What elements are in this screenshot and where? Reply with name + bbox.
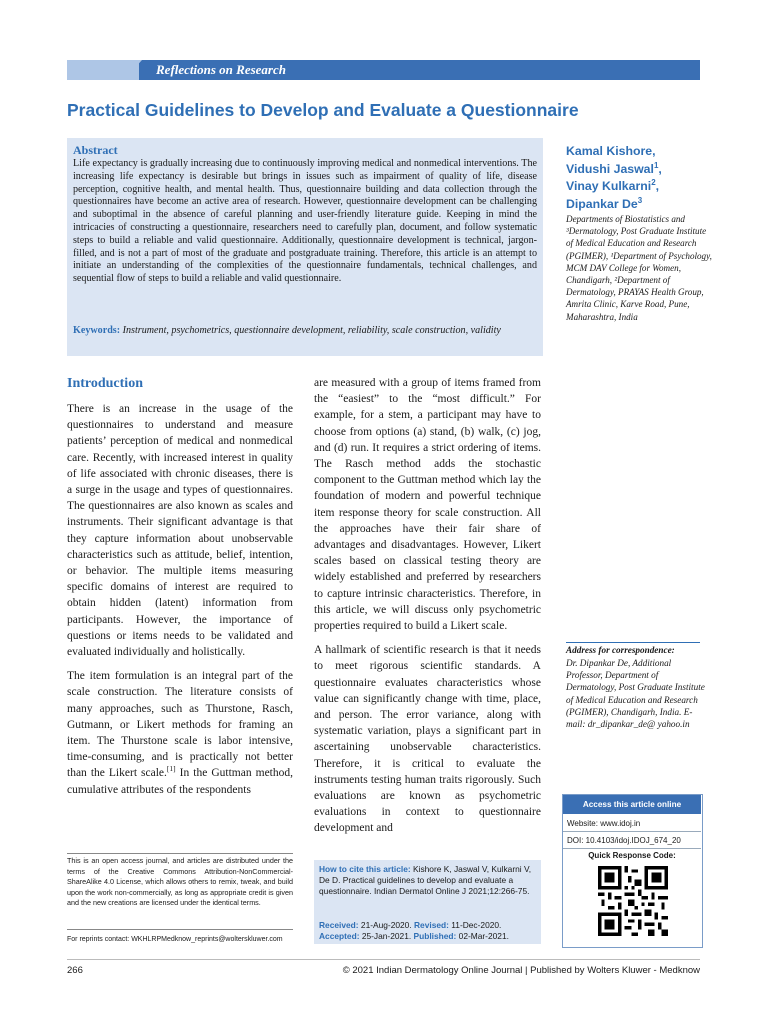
citation-ref[interactable]: [1] <box>166 764 176 774</box>
keywords <box>73 325 537 338</box>
qr-code-icon[interactable] <box>598 866 668 936</box>
abstract-text: Life expectancy is gradually increasing due to continuously improving medical and nonmedical interventions. The increasing life expectancy is desirable but brings in issues such as impairment of quality of life, disease perception, cognitive health, and mental health. Thus, questionnaire building and data collection through the questionnaires have become an active area of research. However, questionnaire development can be challenging and suboptimal in the absence of careful planning and user-friendly literature guide. Keeping in mind the intricacies of constructing a questionnaire, researchers need to carefully plan, document, and follow systematic steps to build a reliable and valid questionnaire. Additionally, questionnaire development is technical, jargon-filled, and is not a part of most of the graduate and postgraduate training. Therefore, this article is an attempt to initiate an understanding of the complexities of the questionnaire fundamentals, technical challenges, and sequential flow of steps to build a reliable and valid questionnaire. <box>73 158 537 285</box>
footer-text: © 2021 Indian Dermatology Online Journal | Published by Wolters Kluwer - Medknow <box>342 965 700 976</box>
footer-divider <box>67 959 700 960</box>
access-heading: Access this article online <box>563 795 701 814</box>
abstract-heading: Abstract <box>73 143 118 157</box>
divider <box>566 642 700 643</box>
section-band-notch <box>124 60 142 80</box>
body-column-left <box>67 401 293 806</box>
article-dates: Received: 21-Aug-2020. Revised: 11-Dec-2020. Accepted: 25-Jan-2021. Published: 02-Mar-2021. <box>319 920 509 941</box>
author-list <box>566 143 716 213</box>
doi-link[interactable]: DOI: 10.4103/idoj.IDOJ_674_20 <box>563 832 701 849</box>
author-name: Dipankar De$^3$ <box>566 195 643 211</box>
paragraph: are measured with a group of items framed from the “easiest” to the “most difficult.” For example, for a stem, a participant may have to choose from options (a) stand, (b) walk, (c) jog, and (d) run. It requires a strict ordering of items. The Rasch method adds the stochastic component to the Guttman method which lay the foundation of modern and powerful technique item response theory for scale construction. All the approaches have their fair share of advantages and disadvantages. However, Likert scales based on classical testing theory are widely established and preferred by researchers to capture intrinsic characteristics. Therefore, in this article, we will discuss only psychometric properties required to build a Likert scale. <box>314 377 541 633</box>
author-name: Vidushi Jaswal$^1$, <box>566 160 662 176</box>
article-title: Practical Guidelines to Develop and Evaluate a Questionnaire <box>67 100 579 120</box>
body-column-right <box>314 375 541 845</box>
reprints-contact: For reprints contact: WKHLRPMedknow_reprints@wolterskluwer.com <box>67 936 283 943</box>
correspondence-text: Dr. Dipankar De, Additional Professor, Department of Dermatology, Post Graduate Institute of Medical Education and Research (PGIMER), Chandigarh, India. E-mail: dr_dipankar_de@ yahoo.in <box>566 658 705 730</box>
website-link[interactable]: Website: www.idoj.in <box>563 815 701 832</box>
paragraph: There is an increase in the usage of the questionnaires to understand and measure patients’ perception of medical and nonmedical care. Recently, with increased interest in quality of life associated with chronic diseases, there is a surge in the usage and types of questionnaires. The questionnaires are also known as scales and instruments. Their significant advantage is that they capture information about unobservable characteristics such as attitude, belief, intention, or behavior. The multiple items measuring specific domains of interest are required to obtain hidden (latent) information from participants. However, the importance of questions or items needs to be validated and evaluated individually and holistically. <box>67 403 293 659</box>
affiliations: Departments of Biostatistics and ³Dermatology, Post Graduate Institute of Medical Education and Research (PGIMER), ¹Department of Psychology, MCM DAV College for Women, Chandigarh, ²Department of Dermatology, PRAYAS Health Group, Amrita Clinic, Karve Road, Pune, Maharashtra, India <box>566 214 712 322</box>
section-label: Reflections on Research <box>156 62 286 77</box>
keywords-list: Instrument, psychometrics, questionnaire development, reliability, scale construction, validity <box>122 325 501 336</box>
page-number: 266 <box>67 965 83 976</box>
qr-label: Quick Response Code: <box>588 851 676 860</box>
section-heading-introduction: Introduction <box>67 376 143 391</box>
paragraph: The item formulation is an integral part of the scale construction. The literature consists of many approaches, such as Thurstone, Rasch, Gutmann, or Likert methods for framing an item. The Thurstone scale is labor intensive, time-consuming, and is practically not better than the Likert scale.[1] In the Guttman method, cumulative attributes of the respondents <box>67 670 293 796</box>
author-name: Kamal Kishore, <box>566 144 656 158</box>
author-name: Vinay Kulkarni$^2$, <box>566 177 660 193</box>
correspondence-heading: Address for correspondence: <box>566 645 675 655</box>
cite-text: How to cite this article: Kishore K, Jaswal V, Kulkarni V, De D. Practical guidelines to develop and evaluate a questionnaire. Indian Dermatol Online J 2021;12:266-75. <box>319 864 532 896</box>
paragraph: A hallmark of scientific research is that it needs to meet rigorous scientific standards. A questionnaire evaluates characteristics whose value can significantly change with time, place, and person. The error variance, along with systematic variation, plays a significant part in ascertaining unobservable characteristics. Therefore, it is critical to evaluate the instruments testing human traits rigorously. Such evaluations are known as psychometric evaluations in context to questionnaire development and <box>314 644 541 835</box>
license-text: This is an open access journal, and articles are distributed under the terms of the Creative Commons Attribution-NonCommercial-ShareAlike 4.0 License, which allows others to remix, tweak, and build upon the work non-commercially, as long as appropriate credit is given and the new creations are licensed under the identical terms. <box>67 856 293 907</box>
keywords-label: Keywords: <box>73 325 121 336</box>
